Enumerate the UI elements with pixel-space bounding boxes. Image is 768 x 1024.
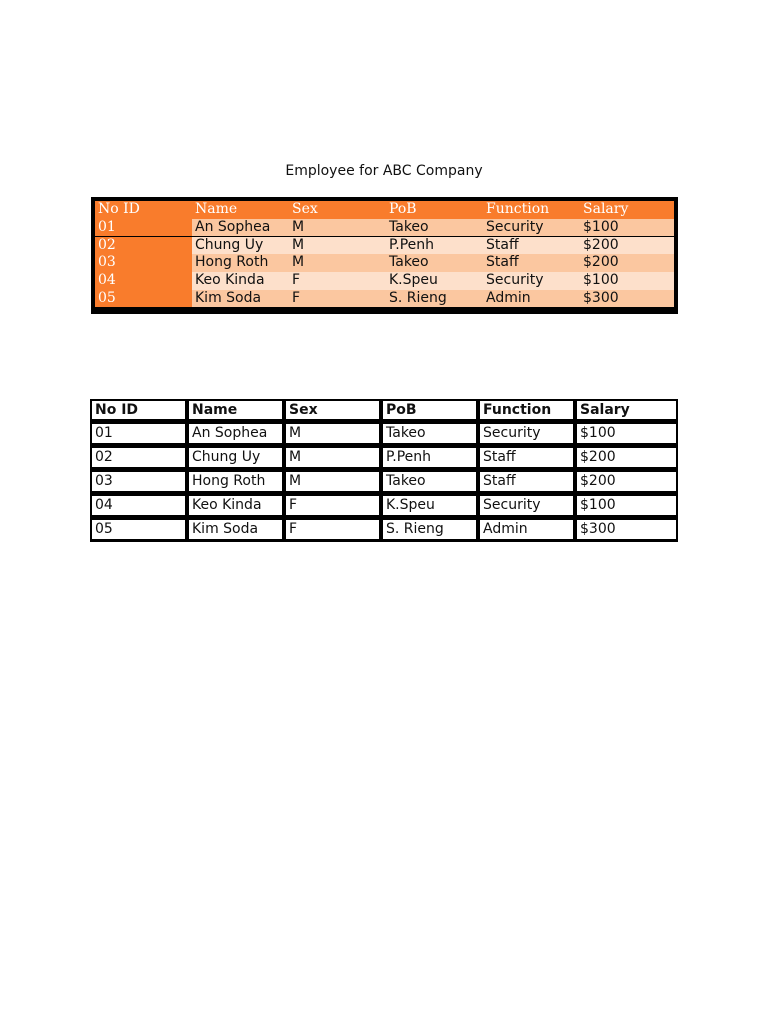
cell-pob: K.Speu bbox=[381, 494, 478, 518]
table-row bbox=[90, 446, 678, 470]
cell-no-id: 04 bbox=[90, 494, 187, 518]
cell-name: Kim Soda bbox=[187, 518, 284, 542]
cell-sex: M bbox=[284, 422, 381, 446]
cell-function: Security bbox=[483, 272, 580, 290]
cell-salary: $100 bbox=[575, 494, 678, 518]
header-cell-sex: Sex bbox=[284, 399, 381, 422]
table-row bbox=[95, 237, 674, 255]
cell-name: Kim Soda bbox=[192, 290, 289, 308]
header-cell-name: Name bbox=[187, 399, 284, 422]
cell-pob: Takeo bbox=[386, 219, 483, 237]
cell-function: Staff bbox=[483, 237, 580, 255]
document-title: Employee for ABC Company bbox=[285, 163, 483, 179]
cell-pob: Takeo bbox=[381, 470, 478, 494]
header-cell-sex: Sex bbox=[289, 201, 386, 219]
header-cell-function: Function bbox=[483, 201, 580, 219]
cell-sex: M bbox=[289, 219, 386, 237]
table-row bbox=[95, 219, 674, 237]
cell-sex: M bbox=[284, 446, 381, 470]
cell-salary: $100 bbox=[580, 219, 674, 237]
header-cell-no-id: No ID bbox=[95, 201, 192, 219]
header-cell-name: Name bbox=[192, 201, 289, 219]
employee-table-plain bbox=[90, 399, 678, 542]
cell-function: Admin bbox=[483, 290, 580, 308]
cell-salary: $300 bbox=[575, 518, 678, 542]
table-header-row bbox=[90, 399, 678, 422]
cell-name: Chung Uy bbox=[192, 237, 289, 255]
cell-sex: F bbox=[284, 518, 381, 542]
cell-salary: $200 bbox=[580, 237, 674, 255]
cell-function: Staff bbox=[478, 470, 575, 494]
cell-salary: $100 bbox=[580, 272, 674, 290]
cell-pob: P.Penh bbox=[381, 446, 478, 470]
cell-function: Staff bbox=[483, 254, 580, 272]
cell-pob: Takeo bbox=[386, 254, 483, 272]
cell-sex: F bbox=[289, 272, 386, 290]
cell-no-id: 03 bbox=[90, 470, 187, 494]
cell-sex: M bbox=[284, 470, 381, 494]
cell-sex: M bbox=[289, 254, 386, 272]
cell-no-id: 01 bbox=[95, 219, 192, 237]
header-cell-salary: Salary bbox=[575, 399, 678, 422]
cell-function: Security bbox=[478, 422, 575, 446]
cell-function: Admin bbox=[478, 518, 575, 542]
cell-pob: Takeo bbox=[381, 422, 478, 446]
table-row bbox=[95, 290, 674, 308]
table-header-row bbox=[95, 201, 674, 219]
cell-pob: S. Rieng bbox=[386, 290, 483, 308]
cell-sex: M bbox=[289, 237, 386, 255]
cell-salary: $200 bbox=[575, 446, 678, 470]
header-cell-function: Function bbox=[478, 399, 575, 422]
cell-pob: S. Rieng bbox=[381, 518, 478, 542]
cell-function: Security bbox=[478, 494, 575, 518]
cell-pob: P.Penh bbox=[386, 237, 483, 255]
cell-no-id: 05 bbox=[95, 290, 192, 308]
cell-name: Keo Kinda bbox=[187, 494, 284, 518]
cell-name: An Sophea bbox=[192, 219, 289, 237]
header-cell-pob: PoB bbox=[381, 399, 478, 422]
cell-sex: F bbox=[284, 494, 381, 518]
cell-name: Chung Uy bbox=[187, 446, 284, 470]
cell-sex: F bbox=[289, 290, 386, 308]
cell-no-id: 04 bbox=[95, 272, 192, 290]
table-row bbox=[95, 254, 674, 272]
cell-no-id: 05 bbox=[90, 518, 187, 542]
cell-name: Keo Kinda bbox=[192, 272, 289, 290]
cell-function: Security bbox=[483, 219, 580, 237]
cell-function: Staff bbox=[478, 446, 575, 470]
cell-salary: $300 bbox=[580, 290, 674, 308]
header-cell-pob: PoB bbox=[386, 201, 483, 219]
cell-salary: $200 bbox=[575, 470, 678, 494]
cell-name: Hong Roth bbox=[187, 470, 284, 494]
header-cell-salary: Salary bbox=[580, 201, 674, 219]
employee-table-styled bbox=[91, 197, 678, 314]
cell-name: An Sophea bbox=[187, 422, 284, 446]
cell-no-id: 01 bbox=[90, 422, 187, 446]
table-row bbox=[90, 422, 678, 446]
cell-no-id: 03 bbox=[95, 254, 192, 272]
table-row bbox=[90, 518, 678, 542]
cell-pob: K.Speu bbox=[386, 272, 483, 290]
cell-salary: $100 bbox=[575, 422, 678, 446]
table-row bbox=[90, 470, 678, 494]
cell-no-id: 02 bbox=[95, 237, 192, 255]
table-row bbox=[90, 494, 678, 518]
cell-no-id: 02 bbox=[90, 446, 187, 470]
cell-name: Hong Roth bbox=[192, 254, 289, 272]
cell-salary: $200 bbox=[580, 254, 674, 272]
header-cell-no-id: No ID bbox=[90, 399, 187, 422]
table-row bbox=[95, 272, 674, 290]
